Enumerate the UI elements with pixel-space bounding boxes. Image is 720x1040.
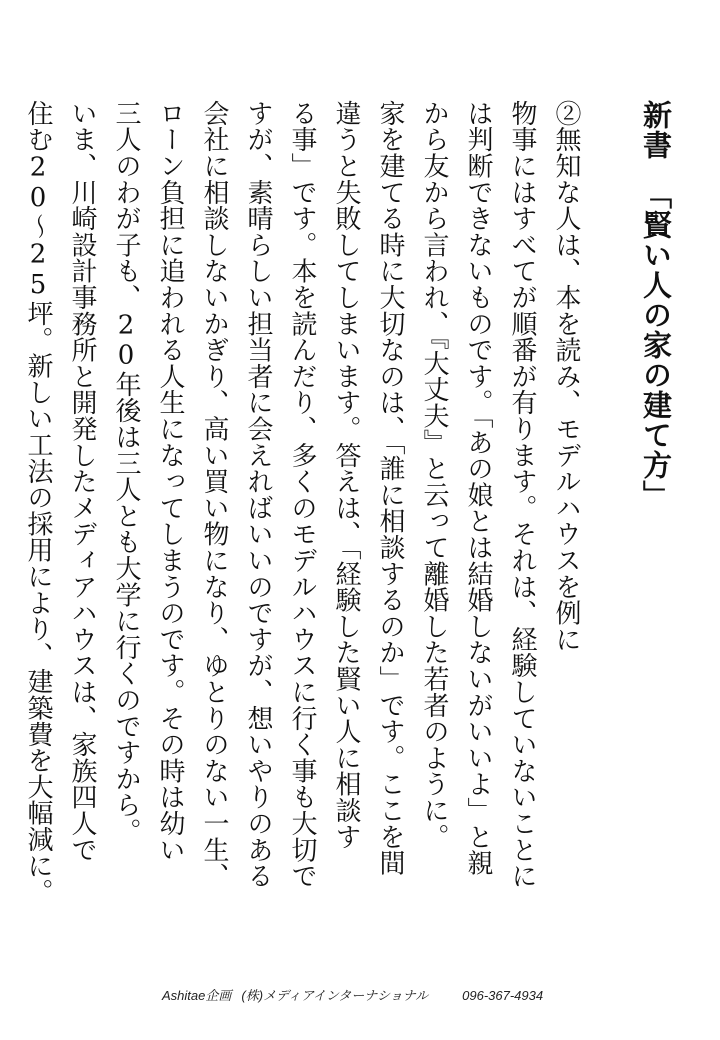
body-line: ローン負担に追われる人生になってしまうのです。その時は幼い (155, 100, 185, 863)
body-line: すが、素晴らしい担当者に会えればいいのですが、想いやりのある (243, 100, 273, 889)
body-line: る事」です。本を読んだり、多くのモデルハウスに行く事も大切で (287, 100, 317, 889)
body-line: 違うと失敗してしまいます。答えは、「経験した賢い人に相談す (331, 100, 361, 850)
body-line: から友から言われ、『大丈夫』と云って離婚した若者のように。 (419, 100, 449, 850)
heading (636, 100, 676, 510)
body-line: ②無知な人は、本を読み、モデルハウスを例に (551, 100, 581, 653)
body-line: 物事にはすべてが順番が有ります。それは、経験していないことに (507, 100, 537, 889)
body-line: いま、川崎設計事務所と開発したメディアハウスは、家族四人で (67, 100, 97, 863)
footer-phone: 096-367-4934 (462, 988, 544, 1003)
footer (162, 985, 553, 1004)
heading-label: 新書 (639, 100, 673, 160)
body-line: 三人のわが子も、20年後は三人とも大学に行くのですから。 (111, 100, 141, 845)
body-line: は判断できないものです。「あの娘とは結婚しないがいいよ」と親 (463, 100, 493, 876)
heading-title: 「賢い人の家の建て方」 (639, 180, 673, 510)
body-line: 家を建てる時に大切なのは、「誰に相談するのか」です。ここを間 (375, 100, 405, 876)
footer-corporation: (株)メディアインターナショナル (241, 988, 429, 1003)
body-text (16, 100, 588, 905)
footer-company: Ashitae企画 (162, 988, 232, 1003)
body-line: 住む20～25坪。新しい工法の採用により、建築費を大幅減に。 (23, 100, 53, 905)
body-line: 会社に相談しないかぎり、高い買い物になり、ゆとりのない一生、 (199, 100, 229, 889)
